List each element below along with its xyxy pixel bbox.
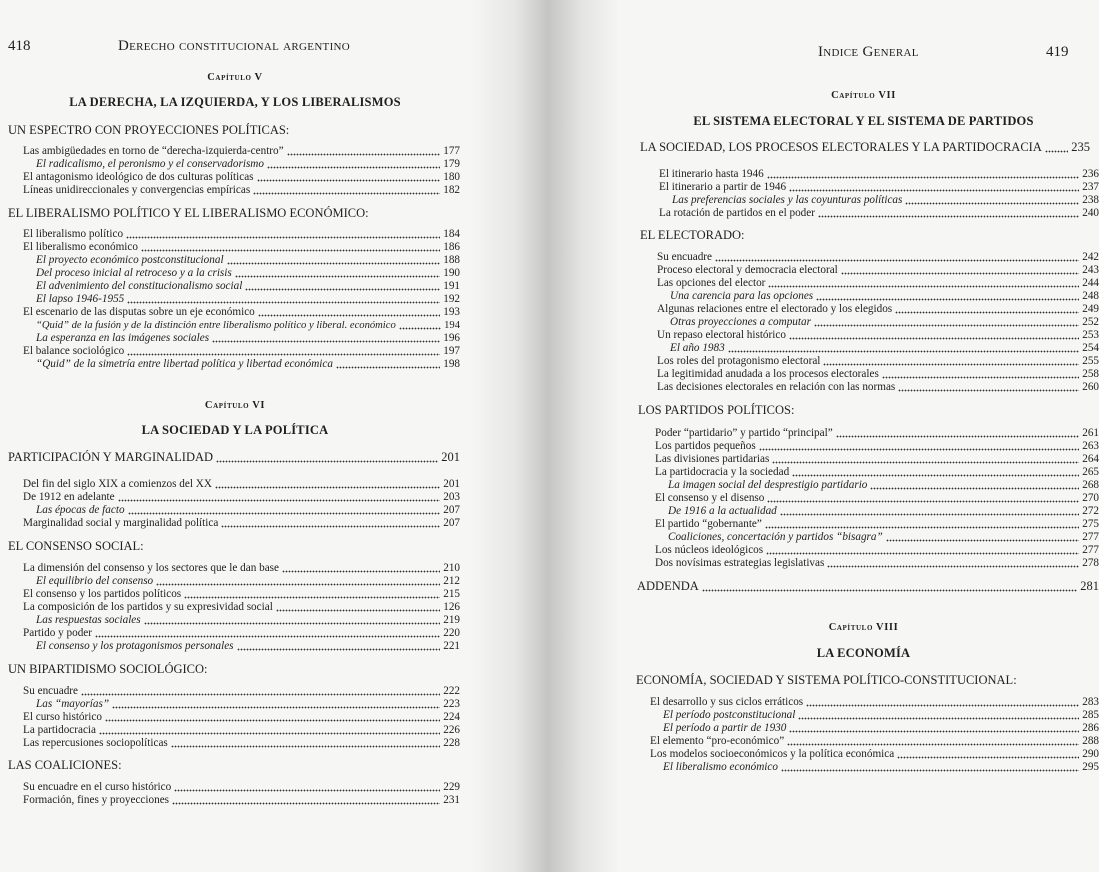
left-page-number: 418	[8, 38, 31, 54]
toc-entry[interactable]: Las “mayorías” 223	[36, 698, 460, 710]
section-title: EL CONSENSO SOCIAL:	[8, 539, 144, 553]
toc-entry[interactable]: “Quid” de la fusión y de la distinción entre liberalismo político y liberal. económico 194	[36, 320, 460, 331]
toc-entry[interactable]: El balance sociológico 197	[23, 345, 460, 357]
left-running-head: Derecho constitucional argentino	[118, 38, 351, 54]
toc-entry[interactable]: Del proceso inicial al retroceso y a la crisis 190	[36, 267, 460, 279]
section-title: UN BIPARTIDISMO SOCIOLÓGICO:	[8, 662, 208, 676]
toc-entry[interactable]: El período postconstitucional 285	[663, 709, 1099, 721]
chapter-vi-title: LA SOCIEDAD Y LA POLÍTICA	[141, 423, 329, 437]
chapter-viii-label: Capítulo VIII	[828, 622, 899, 633]
chapter-viii-title: LA ECONOMÍA	[816, 646, 911, 660]
toc-entry[interactable]: El advenimiento del constitucionalismo social 191	[36, 280, 460, 292]
toc-entry[interactable]: Las divisiones partidarias 264	[655, 453, 1099, 465]
book-gutter-shadow	[470, 0, 620, 872]
chapter-v-title: LA DERECHA, LA IZQUIERDA, Y LOS LIBERALISMOS	[69, 95, 401, 109]
toc-entry[interactable]: Del fin del siglo XIX a comienzos del XX 201	[23, 478, 460, 490]
toc-entry[interactable]: El escenario de las disputas sobre un eje económico 193	[23, 306, 460, 318]
toc-entry[interactable]: Las respuestas sociales 219	[36, 614, 460, 626]
toc-entry[interactable]: Un repaso electoral histórico 253	[657, 329, 1099, 341]
toc-entry[interactable]: Los núcleos ideológicos 277	[655, 544, 1099, 556]
toc-entry[interactable]: Formación, fines y proyecciones 231	[23, 794, 460, 806]
toc-entry[interactable]: Su encuadre en el curso histórico 229	[23, 781, 460, 793]
toc-entry[interactable]: La legitimidad anudada a los procesos electorales 258	[657, 368, 1099, 380]
toc-entry[interactable]: La partidocracia y la sociedad 265	[655, 466, 1099, 478]
toc-entry[interactable]: El elemento “pro-económico” 288	[650, 735, 1099, 747]
section-title: ECONOMÍA, SOCIEDAD Y SISTEMA POLÍTICO-CONSTITUCIONAL:	[636, 673, 1017, 687]
toc-entry[interactable]: La composición de los partidos y su expresividad social 126	[23, 601, 460, 613]
chapter-vii-label: Capítulo VII	[831, 90, 896, 101]
toc-entry[interactable]: Las repercusiones sociopolíticas 228	[23, 737, 460, 749]
toc-entry[interactable]: El curso histórico 224	[23, 711, 460, 723]
toc-entry[interactable]: El antagonismo ideológico de dos culturas políticas 180	[23, 171, 460, 183]
toc-entry[interactable]: Las preferencias sociales y las coyunturas políticas 238	[672, 194, 1099, 206]
toc-entry[interactable]: El itinerario hasta 1946 236	[659, 168, 1099, 180]
toc-entry[interactable]: El proyecto económico postconstitucional 188	[36, 254, 460, 266]
chapter-vi-label: Capítulo VI	[204, 400, 266, 411]
toc-entry[interactable]: El liberalismo político 184	[23, 228, 460, 240]
toc-entry[interactable]: Las decisiones electorales en relación con las normas 260	[657, 381, 1099, 393]
toc-entry[interactable]: La rotación de partidos en el poder 240	[659, 207, 1099, 219]
right-page-number: 419	[1046, 44, 1069, 60]
section-title: LOS PARTIDOS POLÍTICOS:	[638, 403, 795, 417]
toc-entry[interactable]: El liberalismo económico 186	[23, 241, 460, 253]
section-title: EL ELECTORADO:	[640, 228, 745, 242]
toc-entry[interactable]: El consenso y los partidos políticos 215	[23, 588, 460, 600]
toc-entry[interactable]: La imagen social del desprestigio partidario 268	[668, 479, 1099, 491]
toc-entry[interactable]: Las opciones del elector 244	[657, 277, 1099, 289]
toc-entry[interactable]: Líneas unidireccionales y convergencias empíricas 182	[23, 184, 460, 196]
toc-entry[interactable]: Los roles del protagonismo electoral 255	[657, 355, 1099, 367]
toc-entry[interactable]: La partidocracia 226	[23, 724, 460, 736]
toc-entry[interactable]: El partido “gobernante” 275	[655, 518, 1099, 530]
toc-entry[interactable]: El lapso 1946-1955 192	[36, 293, 460, 305]
toc-entry[interactable]: Otras proyecciones a computar 252	[670, 316, 1099, 328]
toc-section-entry[interactable]: PARTICIPACIÓN Y MARGINALIDAD 201	[8, 450, 460, 464]
right-running-head: Indice General	[818, 44, 919, 60]
toc-entry[interactable]: Algunas relaciones entre el electorado y los elegidos 249	[657, 303, 1099, 315]
toc-entry[interactable]: El desarrollo y sus ciclos erráticos 283	[650, 696, 1099, 708]
toc-entry[interactable]: Su encuadre 242	[657, 251, 1099, 263]
section-title: EL LIBERALISMO POLÍTICO Y EL LIBERALISMO ECONÓMICO:	[8, 206, 369, 220]
toc-entry[interactable]: El equilibrio del consenso 212	[36, 575, 460, 587]
toc-entry[interactable]: El período a partir de 1930 286	[663, 722, 1099, 734]
toc-entry[interactable]: El consenso y los protagonismos personales 221	[36, 640, 460, 652]
toc-section-entry[interactable]: ADDENDA 281	[637, 579, 1099, 593]
toc-entry[interactable]: Los partidos pequeños 263	[655, 440, 1099, 452]
toc-section-entry[interactable]: LA SOCIEDAD, LOS PROCESOS ELECTORALES Y LA PARTIDOCRACIA 235	[640, 140, 1090, 154]
toc-entry[interactable]: Las ambigüedades en torno de “derecha-izquierda-centro” 177	[23, 145, 460, 157]
toc-entry[interactable]: Poder “partidario” y partido “principal” 261	[655, 427, 1099, 439]
chapter-vii-title: EL SISTEMA ELECTORAL Y EL SISTEMA DE PARTIDOS	[693, 114, 1034, 128]
toc-entry[interactable]: Marginalidad social y marginalidad política 207	[23, 517, 460, 529]
toc-entry[interactable]: Su encuadre 222	[23, 685, 460, 697]
left-page	[0, 0, 470, 872]
section-title: UN ESPECTRO CON PROYECCIONES POLÍTICAS:	[8, 123, 290, 137]
toc-entry[interactable]: El liberalismo económico 295	[663, 761, 1099, 773]
toc-entry[interactable]: Proceso electoral y democracia electoral 243	[657, 264, 1099, 276]
toc-entry[interactable]: La esperanza en las imágenes sociales 196	[36, 332, 460, 344]
toc-entry[interactable]: El consenso y el disenso 270	[655, 492, 1099, 504]
toc-entry[interactable]: Los modelos socioeconómicos y la política económica 290	[650, 748, 1099, 760]
toc-entry[interactable]: El radicalismo, el peronismo y el conservadorismo 179	[36, 158, 460, 170]
section-title: LAS COALICIONES:	[8, 758, 122, 772]
toc-entry[interactable]: Partido y poder 220	[23, 627, 460, 639]
chapter-v-label: Capítulo V	[207, 72, 263, 83]
toc-entry[interactable]: El itinerario a partir de 1946 237	[659, 181, 1099, 193]
toc-entry[interactable]: Las épocas de facto 207	[36, 504, 460, 516]
toc-entry[interactable]: “Quid” de la simetría entre libertad política y libertad económica 198	[36, 358, 460, 370]
toc-entry[interactable]: La dimensión del consenso y los sectores que le dan base 210	[23, 562, 460, 574]
toc-entry[interactable]: Coaliciones, concertación y partidos “bisagra” 277	[668, 531, 1099, 543]
toc-entry[interactable]: De 1916 a la actualidad 272	[668, 505, 1099, 517]
toc-entry[interactable]: De 1912 en adelante 203	[23, 491, 460, 503]
toc-entry[interactable]: El año 1983 254	[670, 342, 1099, 354]
toc-entry[interactable]: Dos novísimas estrategias legislativas 278	[655, 557, 1099, 569]
right-page	[628, 0, 1099, 872]
toc-entry[interactable]: Una carencia para las opciones 248	[670, 290, 1099, 302]
